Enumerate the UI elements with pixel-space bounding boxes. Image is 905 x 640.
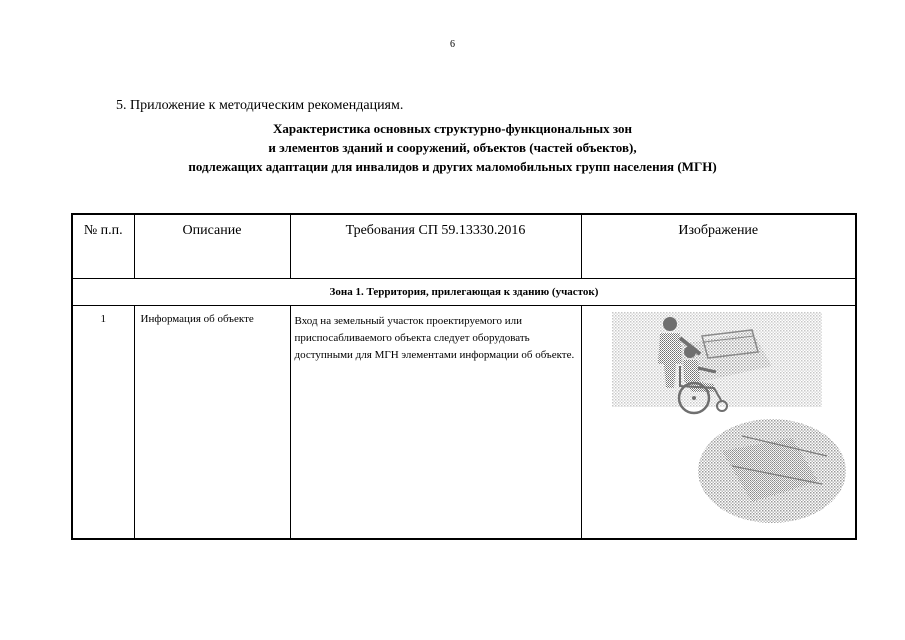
wheelchair-user-with-companion-icon bbox=[582, 306, 854, 528]
heading-line-1: Характеристика основных структурно-функциональных зон bbox=[272, 121, 633, 136]
requirements-table bbox=[71, 213, 857, 540]
heading-line-3: подлежащих адаптации для инвалидов и других маломобильных групп населения (МГН) bbox=[188, 159, 717, 174]
table-header-row bbox=[72, 214, 856, 278]
page-number: 6 bbox=[450, 39, 455, 50]
heading-line-2: и элементов зданий и сооружений, объектов (частей объектов), bbox=[268, 140, 637, 155]
zone-title: Зона 1. Территория, прилегающая к зданию (участок) bbox=[72, 278, 856, 305]
zone-row bbox=[72, 278, 856, 305]
row-number: 1 bbox=[72, 305, 134, 539]
column-header-number: № п.п. bbox=[72, 214, 134, 278]
document-heading bbox=[0, 119, 905, 176]
row-description: Информация об объекте bbox=[134, 305, 290, 539]
column-header-description: Описание bbox=[134, 214, 290, 278]
row-requirement: Вход на земельный участок проектируемого или приспосабливаемого объекта следует оборудовать доступными для МГН элементами информации об объекте. bbox=[290, 305, 581, 539]
table-row bbox=[72, 305, 856, 539]
appendix-intro: 5. Приложение к методическим рекомендациям. bbox=[116, 98, 404, 113]
column-header-image: Изображение bbox=[581, 214, 856, 278]
row-image-cell bbox=[581, 305, 856, 539]
column-header-requirements: Требования СП 59.13330.2016 bbox=[290, 214, 581, 278]
